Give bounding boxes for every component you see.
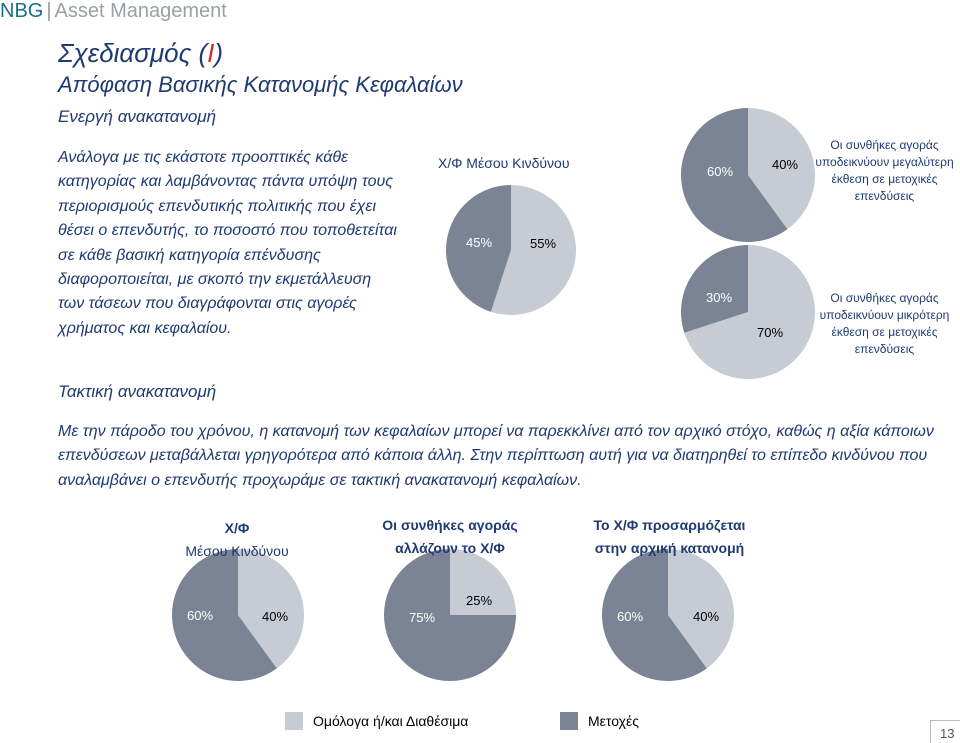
chart5-title: Οι συνθήκες αγοράς αλλάζουν το Χ/Φ <box>382 517 518 556</box>
pie-chart-medium-risk <box>446 185 576 315</box>
brand-product: Asset Management <box>54 0 227 22</box>
pie3-stocks-label: 30% <box>706 290 733 305</box>
pie-chart-market-shift <box>384 549 516 681</box>
note-more-stocks: Οι συνθήκες αγοράς υποδεικνύουν μεγαλύτερη έκθεση σε μετοχικές επενδύσεις <box>815 138 954 203</box>
pie4-bonds-label: 40% <box>262 609 289 624</box>
brand-name: NBG <box>0 0 44 22</box>
pie6-stocks-label: 60% <box>617 609 644 624</box>
pie-chart-decrease-stocks <box>681 245 815 379</box>
legend-bonds: Ομόλογα ή/και Διαθέσιμα <box>313 713 469 729</box>
pie1-stocks-label: 45% <box>466 235 493 250</box>
chart4-title: Χ/Φ Μέσου Κινδύνου <box>185 520 289 559</box>
active-heading: Ενεργή ανακατανομή <box>58 107 217 126</box>
brand-logo: NBG | Asset Management <box>0 0 227 22</box>
pie1-bonds-label: 55% <box>530 236 557 251</box>
legend-swatch-bonds <box>285 712 303 730</box>
pie5-bonds-label: 25% <box>466 593 493 608</box>
pie6-bonds-label: 40% <box>693 609 720 624</box>
page-subtitle: Απόφαση Βασικής Κατανομής Κεφαλαίων <box>58 72 463 97</box>
pie3-bonds-label: 70% <box>757 325 784 340</box>
chart6-title: Το Χ/Φ προσαρμόζεται στην αρχική κατανομή <box>593 517 746 556</box>
pie5-stocks-label: 75% <box>409 610 436 625</box>
note-fewer-stocks: Οι συνθήκες αγοράς υποδεικνύουν μικρότερη έκθεση σε μετοχικές επενδύσεις <box>819 291 950 356</box>
legend-stocks: Μετοχές <box>588 713 639 729</box>
page-number: 13 <box>940 726 955 741</box>
chart1-title: Χ/Φ Μέσου Κινδύνου <box>438 155 570 171</box>
page-title: Σχεδιασμός (I) <box>58 38 224 68</box>
active-text: Ανάλογα με τις εκάστοτε προοπτικές κάθε κατηγορίας και λαμβάνοντας πάντα υπόψη τους περιορισμούς επενδυτικής πολιτικής που έχει θέσει ο επενδυτής, το ποσοστό που τοποθετείται σε κάθε βασική κατηγορία επένδυσης διαφοροποιείται, με σκοπό την εκμετάλλευση των τάσεων που διαγράφονται στις αγορές χρήματος και κεφαλαίου. <box>58 149 397 337</box>
pie4-stocks-label: 60% <box>187 608 214 623</box>
pie2-stocks-label: 60% <box>707 164 734 179</box>
tactical-heading: Τακτική ανακατανομή <box>58 382 217 401</box>
roman-numeral: I <box>207 38 215 68</box>
pie2-bonds-label: 40% <box>772 157 799 172</box>
pie-chart-increase-stocks <box>681 108 815 242</box>
legend-swatch-stocks <box>560 712 578 730</box>
tactical-text: Με την πάροδο του χρόνου, η κατανομή των κεφαλαίων μπορεί να παρεκκλίνει από τον αρχικό στόχο, καθώς η αξία κάποιων επενδύσεων μεταβάλλεται γρηγορότερα από κάποια άλλη. Στην περίπτωση αυτή για να διατηρηθεί το επίπεδο κινδύνου που αναλαμβάνει ο επενδυτής προχωράμε σε τακτική ανακατανομή κεφαλαίων. <box>58 423 934 489</box>
